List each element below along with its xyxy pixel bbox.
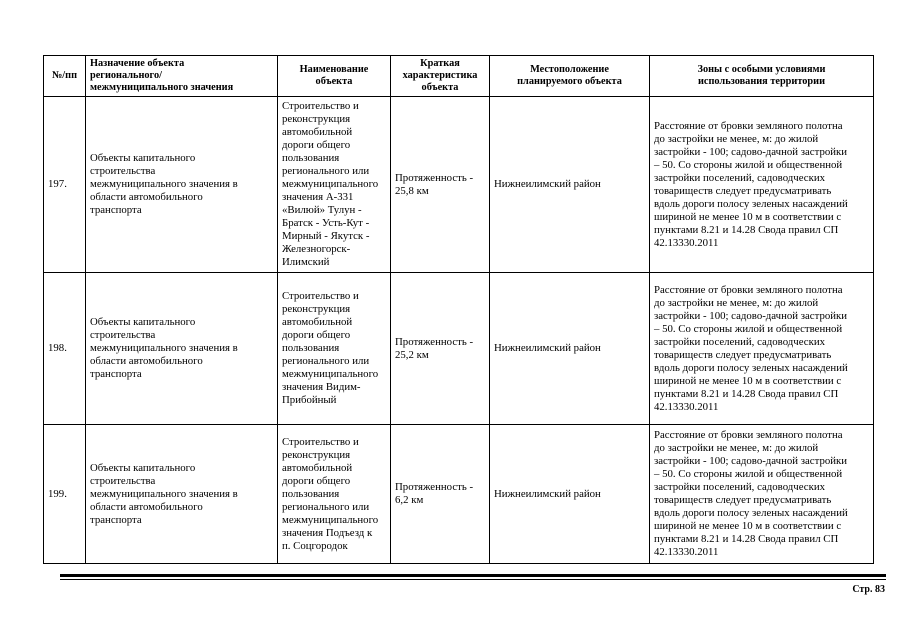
row-name: Строительство и реконструкция автомобильной дороги общего пользования регионального или межмуниципального значения Подъезд к п. Соцгородок xyxy=(278,425,391,564)
row-name: Строительство и реконструкция автомобильной дороги общего пользования регионального или межмуниципального значения Видим- Прибойный xyxy=(278,273,391,425)
row-zones: Расстояние от бровки земляного полотна до застройки не менее, м: до жилой застройки - 100; садово-дачной застройки – 50. Со стороны жилой и общественной застройки поселений, садоводческих товариществ следует предусматривать вдоль дороги полосу зеленых насаждений шириной не менее 10 м в соответствии с пунктами 8.21 и 14.28 Свода правил СП 42.13330.2011 xyxy=(650,425,874,564)
page-number: Стр. 83 xyxy=(852,584,885,595)
row-purpose: Объекты капитального строительства межмуниципального значения в области автомобильного транспорта xyxy=(86,425,278,564)
row-number: 199. xyxy=(44,425,86,564)
row-characteristic: Протяженность - 25,8 км xyxy=(391,97,490,273)
row-name: Строительство и реконструкция автомобильной дороги общего пользования регионального или межмуниципального значения А-331 «Вилюй» Тулун - Братск - Усть-Кут - Мирный - Якутск - Железногорск- Илимский xyxy=(278,97,391,273)
row-purpose: Объекты капитального строительства межмуниципального значения в области автомобильного транспорта xyxy=(86,97,278,273)
row-zones: Расстояние от бровки земляного полотна до застройки не менее, м: до жилой застройки - 100; садово-дачной застройки – 50. Со стороны жилой и общественной застройки поселений, садоводческих товариществ следует предусматривать вдоль дороги полосу зеленых насаждений шириной не менее 10 м в соответствии с пунктами 8.21 и 14.28 Свода правил СП 42.13330.2011 xyxy=(650,273,874,425)
objects-table xyxy=(43,55,874,564)
row-location: Нижнеилимский район xyxy=(490,273,650,425)
row-number: 197. xyxy=(44,97,86,273)
table-row xyxy=(44,97,874,273)
table-row xyxy=(44,273,874,425)
row-location: Нижнеилимский район xyxy=(490,425,650,564)
row-number: 198. xyxy=(44,273,86,425)
header-name: Наименование объекта xyxy=(278,56,391,97)
header-zones: Зоны с особыми условиями использования территории xyxy=(650,56,874,97)
footer-rule-thin xyxy=(60,579,886,580)
row-purpose: Объекты капитального строительства межмуниципального значения в области автомобильного транспорта xyxy=(86,273,278,425)
footer-rule-thick xyxy=(60,574,886,577)
row-characteristic: Протяженность - 6,2 км xyxy=(391,425,490,564)
row-location: Нижнеилимский район xyxy=(490,97,650,273)
row-zones: Расстояние от бровки земляного полотна до застройки не менее, м: до жилой застройки - 100; садово-дачной застройки – 50. Со стороны жилой и общественной застройки поселений, садоводческих товариществ следует предусматривать вдоль дороги полосу зеленых насаждений шириной не менее 10 м в соответствии с пунктами 8.21 и 14.28 Свода правил СП 42.13330.2011 xyxy=(650,97,874,273)
header-purpose: Назначение объекта регионального/ межмуниципального значения xyxy=(86,56,278,97)
table-row xyxy=(44,425,874,564)
header-location: Местоположение планируемого объекта xyxy=(490,56,650,97)
table-header-row xyxy=(44,56,874,97)
row-characteristic: Протяженность - 25,2 км xyxy=(391,273,490,425)
header-characteristic: Краткая характеристика объекта xyxy=(391,56,490,97)
header-number: №/пп xyxy=(44,56,86,97)
